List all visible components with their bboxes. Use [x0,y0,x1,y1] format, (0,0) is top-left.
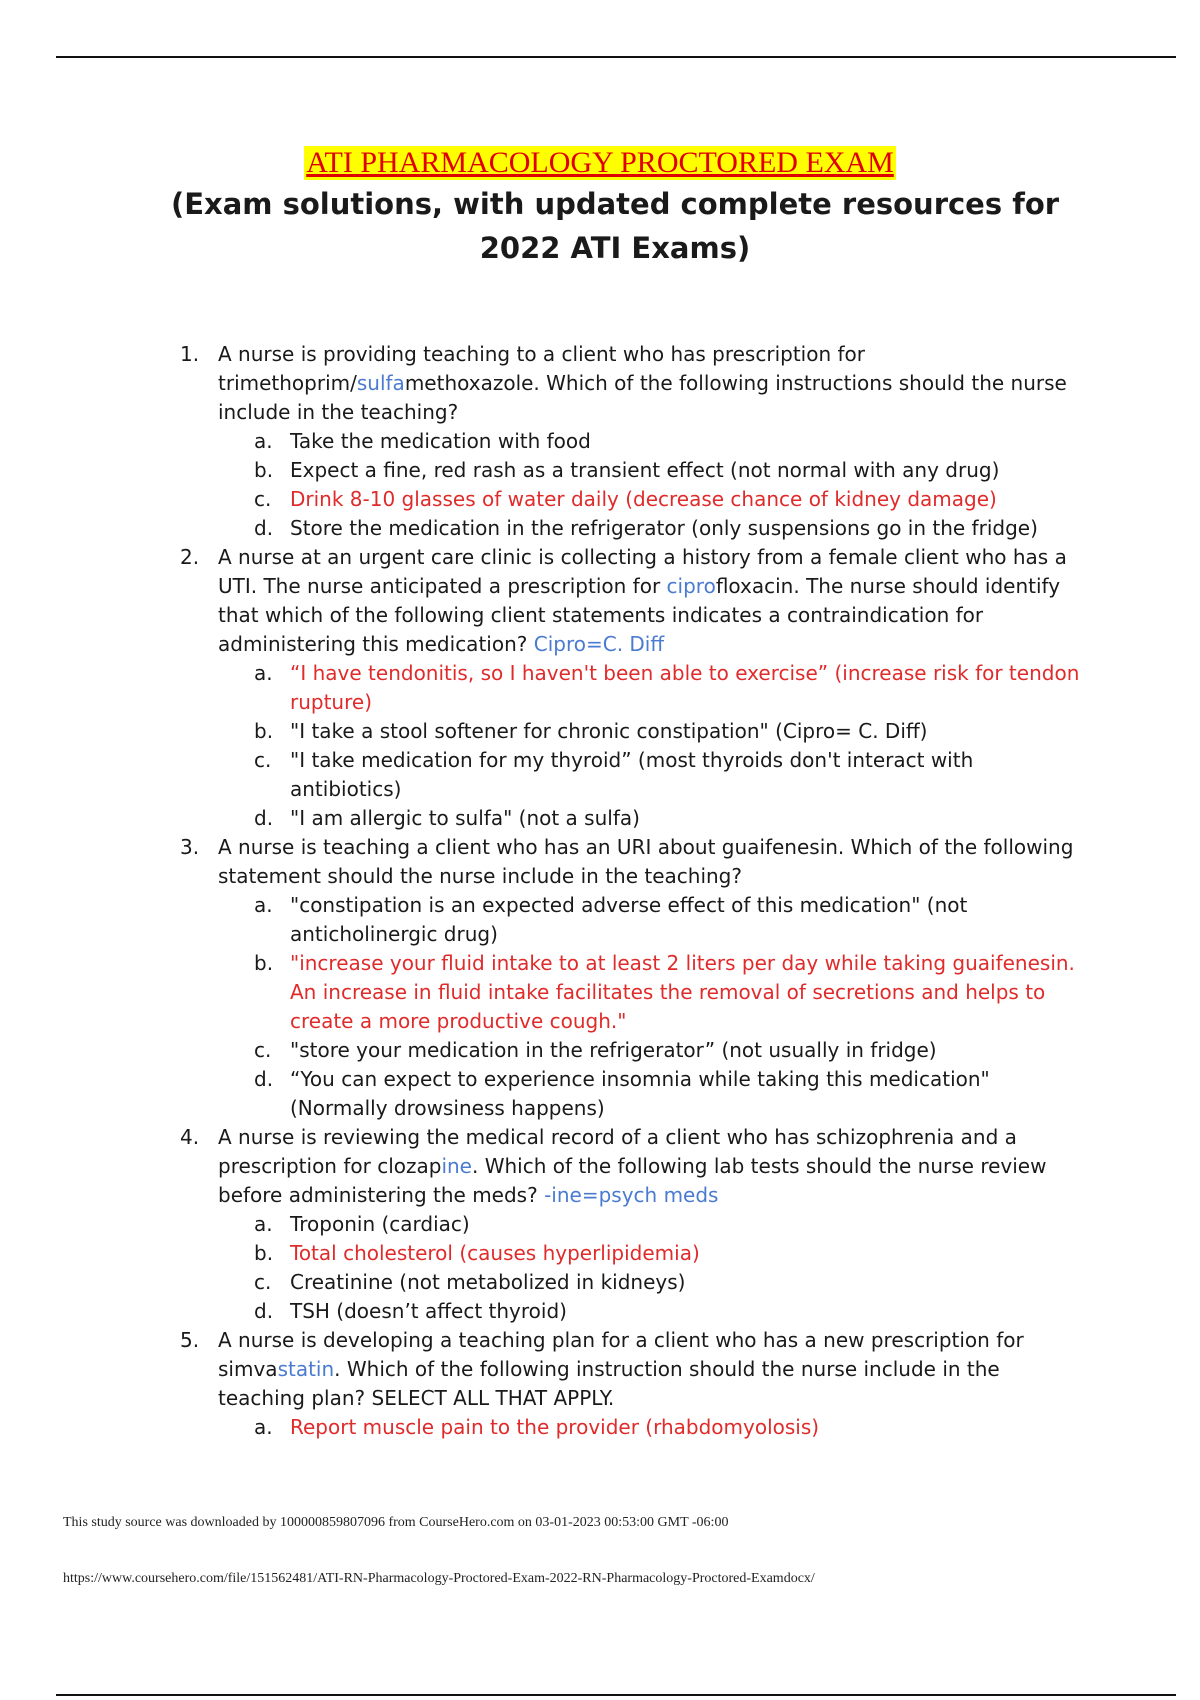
question-2 [0,543,1080,659]
option-correct [0,1239,1080,1268]
option-correct [0,949,1080,1036]
option-text: "store your medication in the refrigerator” (not usually in fridge) [290,1038,937,1062]
option-text: "I am allergic to sulfa" (not a sulfa) [290,806,640,830]
question-highlight: sulfa [356,371,405,395]
option-correct [0,659,1080,717]
question-number: 2. [180,545,200,569]
top-rule [56,56,1176,58]
option-text: "I take a stool softener for chronic constipation" (Cipro= C. Diff) [290,719,928,743]
question-text: . Which of the following lab tests should the nurse review before administering the meds? [218,1154,1047,1207]
option-letter: d. [254,806,274,830]
document-title: ATI PHARMACOLOGY PROCTORED EXAM [306,146,894,179]
option [0,456,1080,485]
question-text: A nurse is providing teaching to a client who has prescription for trimethoprim/ [218,342,865,395]
option-letter: a. [254,893,273,917]
option-text: "increase your fluid intake to at least 2 liters per day while taking guaifenesin. An increase in fluid intake facilitates the removal of secretions and helps to create a more productive cough." [290,951,1075,1033]
option-letter: a. [254,1212,273,1236]
document-subtitle: (Exam solutions, with updated complete resources for 2022 ATI Exams) [170,187,1060,265]
option [0,514,1080,543]
option [0,804,1080,833]
question-highlight: statin [277,1357,335,1381]
option-letter: b. [254,719,274,743]
option-letter: c. [254,1270,272,1294]
question-number: 5. [180,1328,200,1352]
option-letter: c. [254,1038,272,1062]
option-letter: c. [254,748,272,772]
option [0,746,1080,804]
option-letter: a. [254,661,273,685]
download-notice: This study source was downloaded by 100000859807096 from CourseHero.com on 03-01-2023 00:53:00 GMT -06:00 [63,1515,729,1530]
option [0,1036,1080,1065]
question-text: A nurse is teaching a client who has an URI about guaifenesin. Which of the following statement should the nurse include in the teaching? [218,835,1074,888]
bottom-rule [56,1694,1176,1696]
question-number: 3. [180,835,200,859]
option [0,717,1080,746]
options-q4 [0,1210,1200,1326]
question-4 [0,1123,1080,1210]
title-block [0,146,1200,180]
option [0,1297,1080,1326]
question-text: . Which of the following instruction should the nurse include in the teaching plan? SELECT ALL THAT APPLY. [218,1357,1000,1410]
option-letter: a. [254,429,273,453]
option-letter: b. [254,951,274,975]
option-text: Report muscle pain to the provider (rhabdomyolosis) [290,1415,820,1439]
options-q2 [0,659,1200,833]
option [0,891,1080,949]
question-note: -ine=psych meds [544,1183,719,1207]
option-letter: d. [254,1067,274,1091]
question-number: 4. [180,1125,200,1149]
question-list [0,340,1200,1442]
option-text: Drink 8-10 glasses of water daily (decrease chance of kidney damage) [290,487,997,511]
option-text: TSH (doesn’t affect thyroid) [290,1299,567,1323]
option-letter: d. [254,1299,274,1323]
question-1 [0,340,1080,427]
option-letter: d. [254,516,274,540]
option-text: Take the medication with food [290,429,591,453]
option-letter: c. [254,487,272,511]
question-text: methoxazole. Which of the following instructions should the nurse include in the teaching? [218,371,1067,424]
options-q5 [0,1413,1200,1442]
question-highlight: cipro [666,574,716,598]
question-text: A nurse is reviewing the medical record of a client who has schizophrenia and a prescription for clozap [218,1125,1017,1178]
option [0,427,1080,456]
option-correct [0,485,1080,514]
option-letter: b. [254,1241,274,1265]
option-text: Store the medication in the refrigerator (only suspensions go in the fridge) [290,516,1038,540]
option [0,1065,1080,1123]
options-q1 [0,427,1200,543]
option-text: Total cholesterol (causes hyperlipidemia) [290,1241,700,1265]
question-highlight: ine [441,1154,472,1178]
question-text: A nurse is developing a teaching plan for a client who has a new prescription for simva [218,1328,1024,1381]
options-q3 [0,891,1200,1123]
option-text: “I have tendonitis, so I haven't been able to exercise” (increase risk for tendon rupture) [290,661,1080,714]
option [0,1210,1080,1239]
question-text: A nurse at an urgent care clinic is collecting a history from a female client who has a UTI. The nurse anticipated a prescription for [218,545,1067,598]
option-text: Creatinine (not metabolized in kidneys) [290,1270,686,1294]
option-text: Troponin (cardiac) [290,1212,470,1236]
question-note: Cipro=C. Diff [533,632,665,656]
option-correct [0,1413,1080,1442]
question-number: 1. [180,342,200,366]
question-5 [0,1326,1080,1413]
option [0,1268,1080,1297]
option-letter: a. [254,1415,273,1439]
source-url[interactable]: https://www.coursehero.com/file/151562481/ATI-RN-Pharmacology-Proctored-Exam-2022-RN-Pharmacology-Proctored-Examdocx/ [63,1571,815,1586]
question-text: floxacin. The nurse should identify that which of the following client statements indicates a contraindication for administering this medication? [218,574,1061,656]
option-letter: b. [254,458,274,482]
option-text: Expect a fine, red rash as a transient effect (not normal with any drug) [290,458,1000,482]
question-3 [0,833,1080,891]
option-text: “You can expect to experience insomnia while taking this medication" (Normally drowsiness happens) [290,1067,990,1120]
option-text: "constipation is an expected adverse effect of this medication" (not anticholinergic drug) [290,893,968,946]
option-text: "I take medication for my thyroid” (most thyroids don't interact with antibiotics) [290,748,974,801]
